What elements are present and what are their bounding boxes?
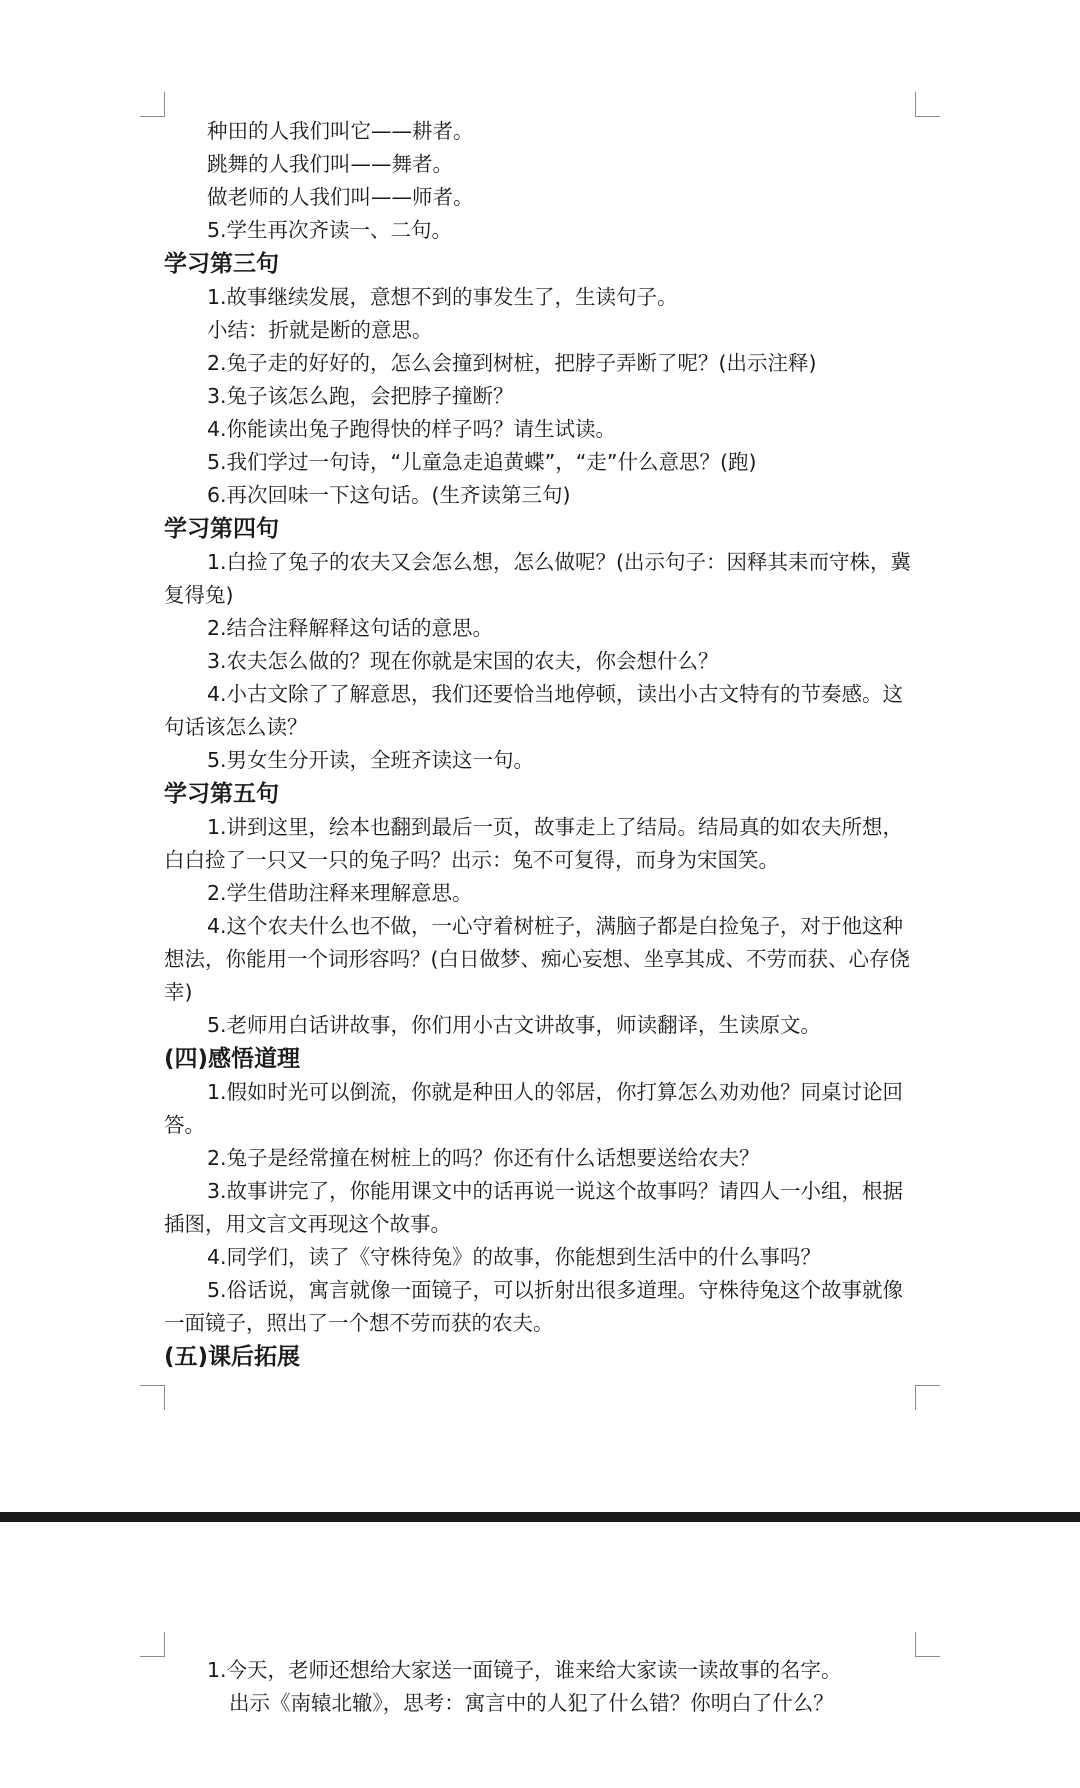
text-line: 2.结合注释解释这句话的意思。 [207,616,494,640]
page-1-body [164,115,916,1374]
text-line: 6.再次回味一下这句话。(生齐读第三句) [207,483,571,507]
paragraph: 5.俗话说，寓言就像一面镜子，可以折射出很多道理。守株待兔这个故事就像一面镜子，照出了一个想不劳而获的农夫。 [164,1278,904,1335]
section-heading: (五)课后拓展 [164,1344,301,1370]
page-separator [0,1512,1080,1522]
paragraph: 1.白捡了兔子的农夫又会怎么想，怎么做呢？(出示句子：因释其耒而守株，冀复得兔) [164,550,912,607]
text-line: 2.兔子走的好好的，怎么会撞到树桩，把脖子弄断了呢？(出示注释) [207,351,817,375]
corner-mark-bottom-left [140,1385,165,1410]
page-2-body [164,1654,916,1720]
text-line: 种田的人我们叫它——耕者。 [207,119,474,143]
paragraph: 4.小古文除了了解意思，我们还要恰当地停顿，读出小古文特有的节奏感。这句话该怎么读？ [164,682,904,739]
document-page-2 [0,1522,1080,1788]
corner-mark-top-left [140,92,165,117]
corner-mark-top-left [140,1632,165,1657]
text-line: 2.兔子是经常撞在树桩上的吗？你还有什么话想要送给农夫？ [207,1146,760,1170]
corner-mark-top-right [915,92,940,117]
section-heading: (四)感悟道理 [164,1046,301,1072]
text-line: 跳舞的人我们叫——舞者。 [207,152,453,176]
corner-mark-top-right [915,1632,940,1657]
corner-mark-bottom-right [915,1385,940,1410]
text-line: 做老师的人我们叫——师者。 [207,185,474,209]
text-line: 3.农夫怎么做的？现在你就是宋国的农夫，你会想什么？ [207,649,719,673]
paragraph: 4.这个农夫什么也不做，一心守着树桩子，满脑子都是白捡兔子，对于他这种想法，你能用一个词形容吗？(白日做梦、痴心妄想、坐享其成、不劳而获、心存侥幸) [164,914,910,1004]
text-line: 4.同学们，读了《守株待兔》的故事，你能想到生活中的什么事吗？ [207,1245,822,1269]
text-line: 3.兔子该怎么跑，会把脖子撞断？ [207,384,514,408]
paragraph: 1.讲到这里，绘本也翻到最后一页，故事走上了结局。结局真的如农夫所想，白白捡了一只又一只的兔子吗？出示：兔不可复得，而身为宋国笑。 [164,815,904,872]
text-line: 5.老师用白话讲故事，你们用小古文讲故事，师读翻译，生读原文。 [207,1013,822,1037]
text-line: 2.学生借助注释来理解意思。 [207,881,473,905]
text-line: 4.你能读出兔子跑得快的样子吗？请生试读。 [207,417,617,441]
text-line: 5.男女生分开读，全班齐读这一句。 [207,748,535,772]
section-heading: 学习第五句 [164,781,279,807]
text-line: 1.今天，老师还想给大家送一面镜子，谁来给大家读一读故事的名字。 [207,1658,842,1682]
section-heading: 学习第三句 [164,251,279,277]
text-line: 5.我们学过一句诗，“儿童急走追黄蝶”，“走”什么意思？(跑) [207,450,757,474]
paragraph: 1.假如时光可以倒流，你就是种田人的邻居，你打算怎么劝劝他？同桌讨论回答。 [164,1080,904,1137]
text-line: 5.学生再次齐读一、二句。 [207,218,453,242]
section-heading: 学习第四句 [164,516,279,542]
text-line: 出示《南辕北辙》，思考：寓言中的人犯了什么错？你明白了什么？ [229,1691,834,1715]
text-line: 1.故事继续发展，意想不到的事发生了，生读句子。 [207,285,678,309]
paragraph: 3.故事讲完了，你能用课文中的话再说一说这个故事吗？请四人一小组，根据插图，用文言文再现这个故事。 [164,1179,904,1236]
text-line: 小结：折就是断的意思。 [207,318,433,342]
